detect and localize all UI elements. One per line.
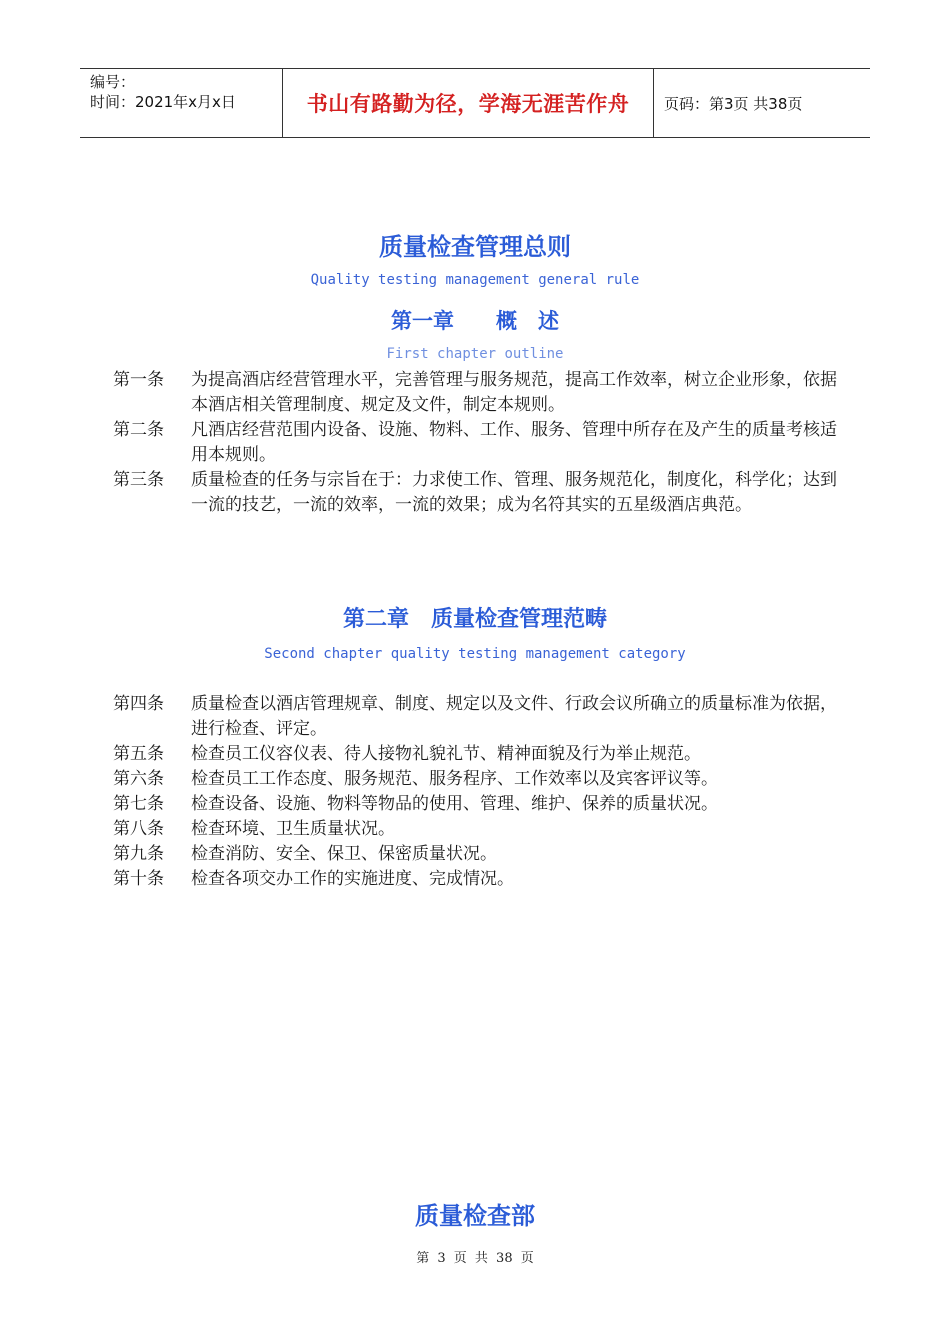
- article-text: 凡酒店经营范围内设备、设施、物料、工作、服务、管理中所存在及产生的质量考核适用本规则。: [191, 420, 837, 465]
- chapter-1-heading-en: First chapter outline: [386, 346, 564, 362]
- date-label: 时间：2021年x月x日: [90, 93, 236, 111]
- footer-department: 质量检查部: [415, 1202, 535, 1230]
- article-10: [113, 867, 838, 892]
- article-number: 第九条: [113, 844, 164, 864]
- article-2: [113, 418, 838, 468]
- chapter-2-heading: 第二章 质量检查管理范畴: [342, 607, 607, 632]
- article-number: 第十条: [113, 869, 164, 889]
- footer-page-number: 第 3 页 共 38 页: [416, 1251, 534, 1266]
- header-table: [80, 68, 870, 138]
- article-text: 检查员工仪容仪表、待人接物礼貌礼节、精神面貌及行为举止规范。: [191, 744, 701, 764]
- article-8: [113, 817, 838, 842]
- article-1: [113, 368, 838, 418]
- article-3: [113, 468, 838, 518]
- code-label: 编号：: [90, 73, 136, 91]
- chapter-1-articles: [113, 368, 838, 518]
- article-number: 第一条: [113, 370, 164, 390]
- article-text: 检查环境、卫生质量状况。: [191, 819, 395, 839]
- article-text: 检查员工工作态度、服务规范、服务程序、工作效率以及宾客评议等。: [191, 769, 718, 789]
- article-7: [113, 792, 838, 817]
- article-text: 检查各项交办工作的实施进度、完成情况。: [191, 869, 514, 889]
- article-number: 第四条: [113, 694, 164, 714]
- article-9: [113, 842, 838, 867]
- article-5: [113, 742, 838, 767]
- article-4: [113, 692, 838, 742]
- chapter-2-articles: [113, 692, 838, 892]
- article-text: 检查设备、设施、物料等物品的使用、管理、维护、保养的质量状况。: [191, 794, 718, 814]
- article-number: 第三条: [113, 470, 164, 490]
- article-number: 第二条: [113, 420, 164, 440]
- chapter-2-heading-en: Second chapter quality testing management category: [264, 646, 686, 662]
- document-title-en: Quality testing management general rule: [310, 272, 640, 288]
- article-number: 第五条: [113, 744, 164, 764]
- article-number: 第六条: [113, 769, 164, 789]
- chapter-1-heading: 第一章 概 述: [391, 309, 559, 333]
- document-title: 质量检查管理总则: [379, 233, 571, 261]
- header-motto: 书山有路勤为径，学海无涯苦作舟: [282, 69, 654, 137]
- article-number: 第八条: [113, 819, 164, 839]
- article-text: 检查消防、安全、保卫、保密质量状况。: [191, 844, 497, 864]
- article-number: 第七条: [113, 794, 164, 814]
- header-page-info: 页码：第3页 共38页: [664, 94, 803, 113]
- article-text: 为提高酒店经营管理水平，完善管理与服务规范，提高工作效率，树立企业形象，依据本酒店相关管理制度、规定及文件，制定本规则。: [191, 370, 837, 415]
- article-6: [113, 767, 838, 792]
- header-meta: [80, 69, 282, 137]
- article-text: 质量检查以酒店管理规章、制度、规定以及文件、行政会议所确立的质量标准为依据，进行检查、评定。: [191, 694, 837, 739]
- article-text: 质量检查的任务与宗旨在于：力求使工作、管理、服务规范化，制度化，科学化；达到一流的技艺，一流的效率，一流的效果；成为名符其实的五星级酒店典范。: [191, 470, 837, 515]
